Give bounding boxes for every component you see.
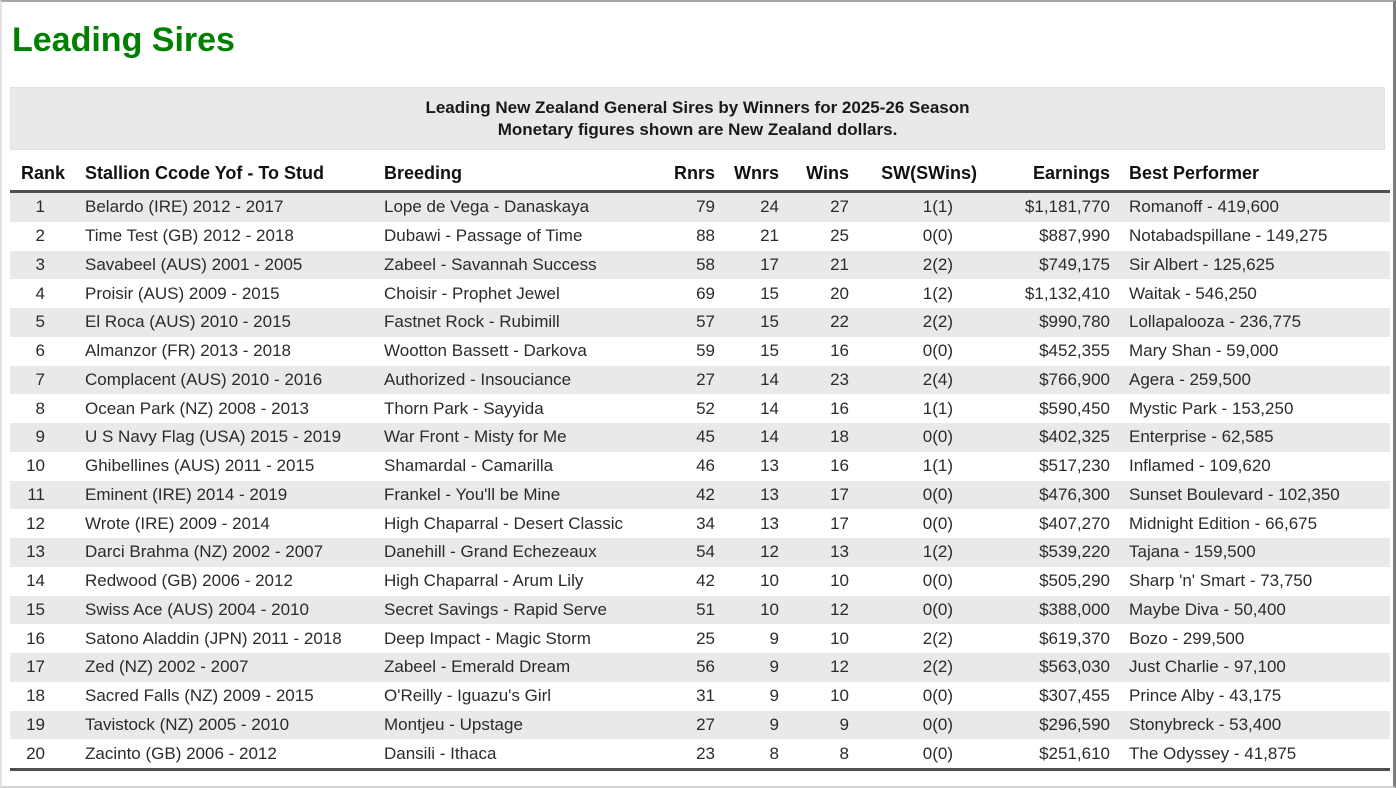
column-header-breeding: Breeding [376, 159, 670, 192]
cell-wins: 8 [839, 743, 849, 763]
cell-rank: 17 [10, 653, 65, 682]
cell-rank: 7 [10, 366, 65, 395]
cell-rnrs: 46 [696, 456, 715, 476]
cell-breeding: War Front - Misty for Me [376, 423, 670, 452]
cell-breeding: Zabeel - Emerald Dream [376, 653, 670, 682]
cell-sw: 2(4) [849, 366, 977, 395]
cell-best: Waitak - 546,250 [1129, 283, 1257, 303]
cell-best: Sharp 'n' Smart - 73,750 [1129, 571, 1313, 591]
cell-earnings: $388,000 [977, 596, 1110, 625]
cell-best: Maybe Diva - 50,400 [1110, 596, 1390, 625]
cell-sw: 0(0) [849, 596, 977, 625]
cell-rnrs: 58 [670, 251, 715, 280]
cell-stallion: Eminent (IRE) 2014 - 2019 [65, 481, 376, 510]
cell-breeding: O'Reilly - Iguazu's Girl [384, 686, 552, 706]
cell-breeding: Authorized - Insouciance [376, 366, 670, 395]
cell-wins: 21 [779, 251, 849, 280]
cell-breeding: Shamardal - Camarilla [384, 456, 554, 476]
cell-rnrs: 59 [696, 341, 715, 361]
cell-breeding: Choisir - Prophet Jewel [384, 283, 560, 303]
table-row [10, 452, 1390, 481]
cell-rnrs: 56 [670, 653, 715, 682]
cell-wnrs: 14 [760, 398, 779, 418]
cell-stallion: Belardo (IRE) 2012 - 2017 [65, 192, 376, 222]
cell-earnings: $476,300 [977, 481, 1110, 510]
cell-rank: 16 [26, 628, 45, 648]
table-row [10, 481, 1390, 510]
leading-sires-table [10, 159, 1390, 771]
cell-best: Sir Albert - 125,625 [1110, 251, 1390, 280]
cell-earnings: $590,450 [1039, 398, 1110, 418]
cell-best: Mystic Park - 153,250 [1129, 398, 1294, 418]
cell-rank: 1 [10, 192, 65, 222]
table-row [10, 366, 1390, 395]
notice-line-1: Leading New Zealand General Sires by Winners for 2025-26 Season [425, 97, 970, 117]
cell-wins: 22 [779, 308, 849, 337]
cell-breeding: Montjeu - Upstage [376, 711, 670, 740]
cell-sw: 0(0) [922, 513, 953, 533]
cell-best: Prince Alby - 43,175 [1129, 686, 1282, 706]
table-row [10, 653, 1390, 682]
cell-best: Inflamed - 109,620 [1129, 456, 1271, 476]
cell-earnings: $619,370 [1039, 628, 1110, 648]
cell-stallion: Proisir (AUS) 2009 - 2015 [85, 283, 280, 303]
cell-best: Bozo - 299,500 [1129, 628, 1245, 648]
table-row [10, 222, 1390, 251]
cell-earnings: $887,990 [1039, 226, 1110, 246]
cell-wnrs: 14 [715, 366, 779, 395]
cell-sw: 0(0) [922, 571, 953, 591]
cell-best: Lollapalooza - 236,775 [1110, 308, 1390, 337]
cell-earnings: $452,355 [1039, 341, 1110, 361]
table-row [10, 308, 1390, 337]
cell-earnings: $1,181,770 [977, 192, 1110, 222]
cell-stallion: Zed (NZ) 2002 - 2007 [65, 653, 376, 682]
cell-best: Agera - 259,500 [1110, 366, 1390, 395]
table-row [10, 596, 1390, 625]
cell-breeding: Secret Savings - Rapid Serve [376, 596, 670, 625]
cell-rank: 11 [10, 481, 65, 510]
cell-wnrs: 10 [760, 571, 779, 591]
column-header-earnings: Earnings [977, 159, 1110, 192]
cell-sw: 2(2) [849, 653, 977, 682]
table-row [10, 509, 1390, 538]
cell-stallion: Sacred Falls (NZ) 2009 - 2015 [85, 686, 314, 706]
cell-wins: 9 [779, 711, 849, 740]
cell-rnrs: 27 [670, 366, 715, 395]
cell-stallion: U S Navy Flag (USA) 2015 - 2019 [65, 423, 376, 452]
cell-wins: 10 [830, 686, 849, 706]
cell-wins: 23 [779, 366, 849, 395]
cell-sw: 1(1) [922, 398, 953, 418]
cell-stallion: Redwood (GB) 2006 - 2012 [85, 571, 293, 591]
cell-best: Stonybreck - 53,400 [1110, 711, 1390, 740]
cell-breeding: Wootton Bassett - Darkova [384, 341, 587, 361]
cell-earnings: $539,220 [977, 538, 1110, 567]
cell-sw: 2(2) [849, 251, 977, 280]
cell-wins: 18 [779, 423, 849, 452]
cell-rank: 15 [10, 596, 65, 625]
column-header-rank: Rank [10, 159, 65, 192]
cell-earnings: $296,590 [977, 711, 1110, 740]
cell-sw: 0(0) [922, 743, 953, 763]
cell-rnrs: 88 [696, 226, 715, 246]
cell-sw: 2(2) [849, 308, 977, 337]
cell-wnrs: 9 [769, 686, 779, 706]
cell-sw: 2(2) [922, 628, 953, 648]
cell-rank: 2 [35, 226, 45, 246]
table-row [10, 682, 1390, 711]
notice-line-2: Monetary figures shown are New Zealand dollars. [497, 119, 898, 139]
cell-earnings: $407,270 [1039, 513, 1110, 533]
cell-best: Midnight Edition - 66,675 [1129, 513, 1318, 533]
table-row [10, 423, 1390, 452]
cell-rnrs: 69 [696, 283, 715, 303]
column-header-best: Best Performer [1110, 159, 1390, 192]
cell-rnrs: 57 [670, 308, 715, 337]
cell-wins: 12 [779, 653, 849, 682]
cell-rnrs: 42 [670, 481, 715, 510]
cell-wnrs: 15 [760, 283, 779, 303]
cell-wins: 27 [779, 192, 849, 222]
cell-wnrs: 13 [760, 456, 779, 476]
cell-rank: 6 [35, 341, 45, 361]
cell-rank: 9 [10, 423, 65, 452]
cell-rnrs: 54 [670, 538, 715, 567]
cell-sw: 1(1) [922, 456, 953, 476]
notice-box [10, 87, 1385, 150]
cell-best: Sunset Boulevard - 102,350 [1110, 481, 1390, 510]
cell-wnrs: 9 [715, 653, 779, 682]
cell-breeding: Frankel - You'll be Mine [376, 481, 670, 510]
table-row [10, 192, 1390, 222]
column-header-sw: SW(SWins) [849, 159, 977, 192]
cell-rnrs: 34 [696, 513, 715, 533]
cell-wnrs: 17 [715, 251, 779, 280]
cell-wins: 17 [830, 513, 849, 533]
cell-sw: 1(2) [922, 283, 953, 303]
cell-rnrs: 25 [696, 628, 715, 648]
table-row [10, 739, 1390, 769]
cell-wins: 10 [830, 571, 849, 591]
cell-earnings: $990,780 [977, 308, 1110, 337]
cell-rank: 4 [35, 283, 45, 303]
cell-stallion: Zacinto (GB) 2006 - 2012 [85, 743, 277, 763]
cell-rnrs: 23 [696, 743, 715, 763]
cell-sw: 0(0) [922, 686, 953, 706]
cell-wins: 13 [779, 538, 849, 567]
cell-wnrs: 15 [760, 341, 779, 361]
cell-rnrs: 31 [696, 686, 715, 706]
cell-stallion: El Roca (AUS) 2010 - 2015 [65, 308, 376, 337]
table-row [10, 337, 1390, 366]
cell-sw: 0(0) [849, 711, 977, 740]
table-row [10, 711, 1390, 740]
column-header-wnrs: Wnrs [715, 159, 779, 192]
cell-rnrs: 27 [670, 711, 715, 740]
cell-stallion: Complacent (AUS) 2010 - 2016 [65, 366, 376, 395]
cell-earnings: $766,900 [977, 366, 1110, 395]
cell-rnrs: 52 [696, 398, 715, 418]
sires-table-body [10, 192, 1390, 770]
cell-wnrs: 24 [715, 192, 779, 222]
cell-sw: 0(0) [849, 481, 977, 510]
table-row [10, 394, 1390, 423]
cell-sw: 0(0) [922, 341, 953, 361]
cell-earnings: $517,230 [1039, 456, 1110, 476]
cell-rnrs: 79 [670, 192, 715, 222]
cell-rank: 14 [26, 571, 45, 591]
cell-sw: 0(0) [922, 226, 953, 246]
cell-wins: 16 [830, 341, 849, 361]
cell-breeding: High Chaparral - Desert Classic [384, 513, 624, 533]
cell-best: The Odyssey - 41,875 [1129, 743, 1297, 763]
cell-best: Romanoff - 419,600 [1110, 192, 1390, 222]
cell-earnings: $251,610 [1039, 743, 1110, 763]
cell-wins: 12 [779, 596, 849, 625]
cell-earnings: $505,290 [1039, 571, 1110, 591]
cell-wnrs: 13 [715, 481, 779, 510]
cell-sw: 0(0) [849, 423, 977, 452]
cell-breeding: High Chaparral - Arum Lily [384, 571, 584, 591]
cell-best: Notabadspillane - 149,275 [1129, 226, 1328, 246]
cell-earnings: $749,175 [977, 251, 1110, 280]
cell-stallion: Tavistock (NZ) 2005 - 2010 [65, 711, 376, 740]
cell-sw: 1(2) [849, 538, 977, 567]
cell-wins: 25 [830, 226, 849, 246]
table-header-row [10, 159, 1390, 192]
cell-breeding: Thorn Park - Sayyida [384, 398, 544, 418]
cell-stallion: Savabeel (AUS) 2001 - 2005 [65, 251, 376, 280]
cell-wnrs: 8 [769, 743, 779, 763]
cell-rnrs: 45 [670, 423, 715, 452]
cell-rank: 5 [10, 308, 65, 337]
table-row [10, 251, 1390, 280]
cell-stallion: Ghibellines (AUS) 2011 - 2015 [85, 456, 315, 476]
cell-breeding: Zabeel - Savannah Success [376, 251, 670, 280]
cell-stallion: Swiss Ace (AUS) 2004 - 2010 [65, 596, 376, 625]
cell-stallion: Time Test (GB) 2012 - 2018 [85, 226, 294, 246]
cell-wins: 20 [830, 283, 849, 303]
cell-rank: 12 [26, 513, 45, 533]
column-header-rnrs: Rnrs [670, 159, 715, 192]
cell-wnrs: 13 [760, 513, 779, 533]
cell-stallion: Darci Brahma (NZ) 2002 - 2007 [65, 538, 376, 567]
cell-earnings: $307,455 [1039, 686, 1110, 706]
cell-best: Just Charlie - 97,100 [1110, 653, 1390, 682]
cell-wnrs: 15 [715, 308, 779, 337]
cell-earnings: $1,132,410 [1024, 283, 1110, 303]
cell-wnrs: 12 [715, 538, 779, 567]
cell-rnrs: 42 [696, 571, 715, 591]
table-row [10, 624, 1390, 653]
cell-rank: 19 [10, 711, 65, 740]
cell-earnings: $402,325 [977, 423, 1110, 452]
cell-stallion: Almanzor (FR) 2013 - 2018 [85, 341, 291, 361]
cell-stallion: Wrote (IRE) 2009 - 2014 [85, 513, 270, 533]
cell-rank: 8 [35, 398, 45, 418]
page-title: Leading Sires [12, 21, 235, 59]
table-row [10, 279, 1390, 308]
cell-wins: 10 [830, 628, 849, 648]
cell-earnings: $563,030 [977, 653, 1110, 682]
cell-rank: 13 [10, 538, 65, 567]
cell-best: Tajana - 159,500 [1110, 538, 1390, 567]
cell-breeding: Lope de Vega - Danaskaya [376, 192, 670, 222]
cell-wins: 16 [830, 398, 849, 418]
column-header-stallion: Stallion Ccode Yof - To Stud [65, 159, 376, 192]
cell-rank: 20 [26, 743, 45, 763]
cell-wins: 16 [830, 456, 849, 476]
cell-breeding: Dansili - Ithaca [384, 743, 497, 763]
table-row [10, 567, 1390, 596]
cell-wins: 17 [779, 481, 849, 510]
cell-breeding: Deep Impact - Magic Storm [384, 628, 591, 648]
table-row [10, 538, 1390, 567]
cell-wnrs: 10 [715, 596, 779, 625]
cell-sw: 1(1) [849, 192, 977, 222]
cell-wnrs: 14 [715, 423, 779, 452]
cell-rank: 3 [10, 251, 65, 280]
cell-stallion: Ocean Park (NZ) 2008 - 2013 [85, 398, 309, 418]
cell-best: Enterprise - 62,585 [1110, 423, 1390, 452]
column-header-wins: Wins [779, 159, 849, 192]
cell-breeding: Dubawi - Passage of Time [384, 226, 583, 246]
cell-wnrs: 9 [769, 628, 779, 648]
cell-breeding: Fastnet Rock - Rubimill [376, 308, 670, 337]
cell-rank: 10 [26, 456, 45, 476]
cell-wnrs: 9 [715, 711, 779, 740]
cell-best: Mary Shan - 59,000 [1129, 341, 1279, 361]
cell-rank: 18 [26, 686, 45, 706]
cell-stallion: Satono Aladdin (JPN) 2011 - 2018 [85, 628, 342, 648]
cell-wnrs: 21 [760, 226, 779, 246]
cell-rnrs: 51 [670, 596, 715, 625]
cell-breeding: Danehill - Grand Echezeaux [376, 538, 670, 567]
